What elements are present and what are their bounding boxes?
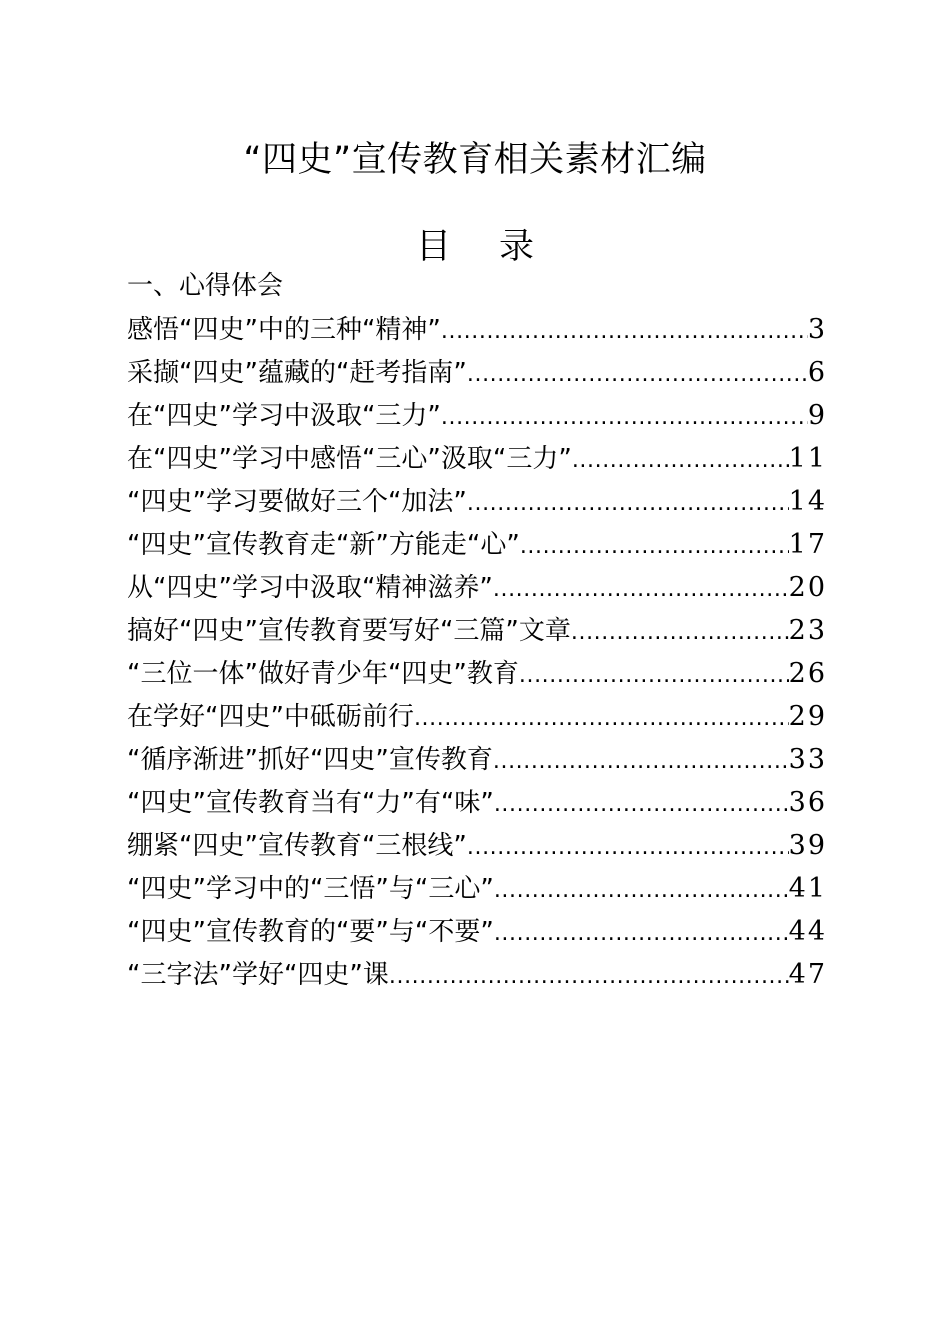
toc-entry[interactable]: [127, 738, 827, 781]
toc-entry[interactable]: [127, 652, 827, 695]
toc-entry-page: 41: [788, 873, 827, 904]
toc-entry-page: 9: [807, 400, 827, 431]
toc-entry-title: “循序渐进”抓好“四史”宣传教育: [127, 745, 493, 775]
toc-entry-page: 33: [788, 744, 827, 775]
toc-entry-page: 17: [788, 529, 827, 560]
toc-entry-page: 3: [807, 314, 827, 345]
toc-entry[interactable]: [127, 437, 827, 480]
dot-leader: [441, 310, 808, 351]
dot-leader: [519, 654, 789, 695]
dot-leader: [494, 783, 789, 824]
toc-entry-title: 感悟“四史”中的三种“精神”: [127, 315, 441, 345]
dot-leader: [571, 611, 789, 652]
toc-entry-title: 搞好“四史”宣传教育要写好“三篇”文章: [127, 616, 571, 646]
dot-leader: [493, 568, 789, 609]
toc-entry[interactable]: [127, 695, 827, 738]
dot-leader: [414, 697, 789, 738]
toc-entry-title: “四史”宣传教育当有“力”有“味”: [127, 788, 494, 818]
toc-entry-title: “四史”宣传教育的“要”与“不要”: [127, 917, 494, 947]
toc-entry-page: 14: [788, 486, 827, 517]
dot-leader: [494, 912, 789, 953]
toc-entry-title: 在“四史”学习中感悟“三心”汲取“三力”: [127, 444, 572, 474]
toc-entry-page: 44: [788, 916, 827, 947]
toc-entry-page: 39: [788, 830, 827, 861]
toc-entry-title: 在学好“四史”中砥砺前行: [127, 702, 414, 732]
toc-entry-page: 6: [807, 357, 827, 388]
section-heading: 一、心得体会: [127, 271, 284, 301]
toc-entry-title: “四史”宣传教育走“新”方能走“心”: [127, 530, 520, 560]
toc-entry[interactable]: [127, 394, 827, 437]
toc-heading-char: 录: [499, 227, 535, 267]
toc-entry[interactable]: [127, 566, 827, 609]
toc-entry-page: 23: [788, 615, 827, 646]
toc-entry[interactable]: [127, 523, 827, 566]
toc-entry-page: 11: [788, 443, 827, 474]
toc-entry-title: “四史”学习中的“三悟”与“三心”: [127, 874, 494, 904]
toc-entry-title: “三位一体”做好青少年“四史”教育: [127, 659, 519, 689]
toc-entry[interactable]: [127, 609, 827, 652]
toc-entry-page: 47: [788, 959, 827, 990]
dot-leader: [493, 740, 789, 781]
dot-leader: [441, 396, 808, 437]
dot-leader: [494, 869, 789, 910]
toc-heading-char: 目: [415, 227, 451, 267]
dot-leader: [467, 482, 789, 523]
toc-entry-title: 绷紧“四史”宣传教育“三根线”: [127, 831, 467, 861]
toc-list: [127, 308, 827, 996]
dot-leader: [389, 955, 789, 996]
dot-leader: [467, 353, 808, 394]
toc-entry[interactable]: [127, 781, 827, 824]
toc-entry-title: 从“四史”学习中汲取“精神滋养”: [127, 573, 493, 603]
toc-heading: [0, 223, 950, 271]
toc-entry[interactable]: [127, 480, 827, 523]
document-title: “四史”宣传教育相关素材汇编: [243, 140, 707, 180]
toc-entry[interactable]: [127, 351, 827, 394]
toc-entry[interactable]: [127, 910, 827, 953]
toc-entry-title: 在“四史”学习中汲取“三力”: [127, 401, 441, 431]
toc-entry-page: 20: [788, 572, 827, 603]
toc-entry-page: 26: [788, 658, 827, 689]
dot-leader: [520, 525, 789, 566]
toc-entry[interactable]: [127, 824, 827, 867]
toc-entry-title: 采撷“四史”蕴藏的“赶考指南”: [127, 358, 467, 388]
toc-entry-page: 29: [788, 701, 827, 732]
toc-entry[interactable]: [127, 308, 827, 351]
toc-entry-page: 36: [788, 787, 827, 818]
toc-entry-title: “三字法”学好“四史”课: [127, 960, 389, 990]
toc-entry[interactable]: [127, 867, 827, 910]
dot-leader: [572, 439, 789, 480]
toc-entry[interactable]: [127, 953, 827, 996]
dot-leader: [467, 826, 789, 867]
toc-entry-title: “四史”学习要做好三个“加法”: [127, 487, 467, 517]
